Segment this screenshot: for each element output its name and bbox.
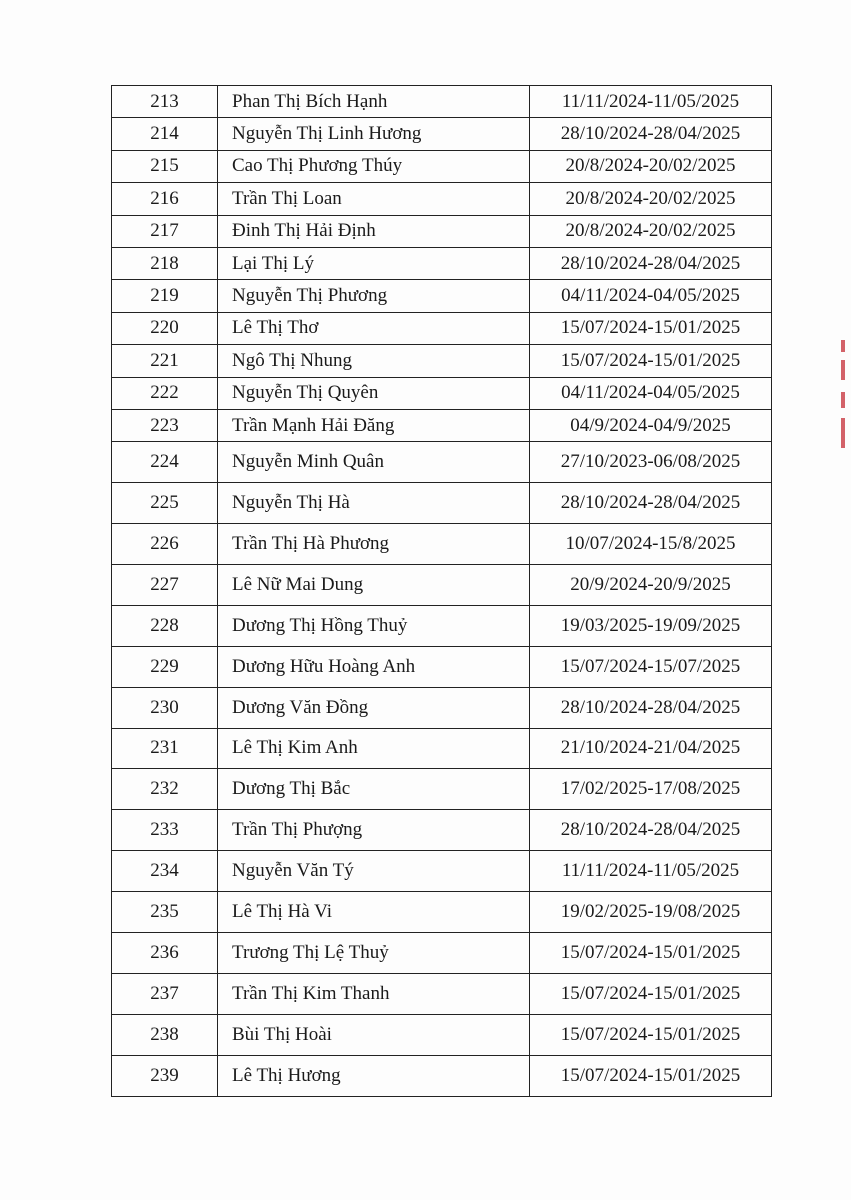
date-period: 04/9/2024-04/9/2025 [530,409,772,441]
table-row [112,524,772,565]
row-number: 219 [112,280,218,312]
person-name: Dương Văn Đồng [218,687,530,728]
table-row [112,86,772,118]
row-number: 213 [112,86,218,118]
person-name: Nguyễn Thị Phương [218,280,530,312]
row-number: 238 [112,1014,218,1055]
table-row [112,183,772,215]
person-name: Ngô Thị Nhung [218,345,530,377]
table-row [112,728,772,769]
person-name: Lê Thị Hà Vi [218,892,530,933]
date-period: 21/10/2024-21/04/2025 [530,728,772,769]
table-row [112,345,772,377]
table-row [112,280,772,312]
person-name: Nguyễn Thị Hà [218,483,530,524]
date-period: 04/11/2024-04/05/2025 [530,377,772,409]
table-row [112,1055,772,1096]
table-row [112,973,772,1014]
date-period: 28/10/2024-28/04/2025 [530,810,772,851]
row-number: 239 [112,1055,218,1096]
row-number: 237 [112,973,218,1014]
row-number: 229 [112,646,218,687]
row-number: 220 [112,312,218,344]
table-row [112,118,772,150]
row-number: 230 [112,687,218,728]
row-number: 225 [112,483,218,524]
row-number: 228 [112,605,218,646]
date-period: 04/11/2024-04/05/2025 [530,280,772,312]
row-number: 231 [112,728,218,769]
table-row [112,810,772,851]
row-number: 214 [112,118,218,150]
date-period: 11/11/2024-11/05/2025 [530,86,772,118]
person-name: Trần Thị Hà Phương [218,524,530,565]
table-row [112,215,772,247]
person-name: Lê Thị Kim Anh [218,728,530,769]
person-name: Trần Thị Kim Thanh [218,973,530,1014]
table-row [112,312,772,344]
date-period: 19/03/2025-19/09/2025 [530,605,772,646]
date-period: 28/10/2024-28/04/2025 [530,247,772,279]
person-name: Dương Thị Bắc [218,769,530,810]
person-name: Nguyễn Minh Quân [218,442,530,483]
date-period: 10/07/2024-15/8/2025 [530,524,772,565]
table-row [112,564,772,605]
row-number: 223 [112,409,218,441]
stamp-edge-mark [841,392,845,408]
date-period: 15/07/2024-15/01/2025 [530,312,772,344]
row-number: 224 [112,442,218,483]
table-row [112,409,772,441]
row-number: 234 [112,851,218,892]
stamp-edge-mark [841,360,845,380]
personnel-table [111,85,772,1097]
table-row [112,646,772,687]
row-number: 232 [112,769,218,810]
stamp-edge-mark [841,418,845,448]
date-period: 15/07/2024-15/07/2025 [530,646,772,687]
date-period: 11/11/2024-11/05/2025 [530,851,772,892]
person-name: Trần Thị Phượng [218,810,530,851]
table-row [112,687,772,728]
date-period: 15/07/2024-15/01/2025 [530,932,772,973]
person-name: Nguyễn Văn Tý [218,851,530,892]
person-name: Trương Thị Lệ Thuỷ [218,932,530,973]
table-row [112,851,772,892]
date-period: 15/07/2024-15/01/2025 [530,1055,772,1096]
person-name: Nguyễn Thị Quyên [218,377,530,409]
table-row [112,442,772,483]
table-row [112,247,772,279]
date-period: 19/02/2025-19/08/2025 [530,892,772,933]
row-number: 236 [112,932,218,973]
person-name: Dương Thị Hồng Thuỷ [218,605,530,646]
table-body [112,86,772,1097]
person-name: Lại Thị Lý [218,247,530,279]
row-number: 216 [112,183,218,215]
person-name: Bùi Thị Hoài [218,1014,530,1055]
row-number: 215 [112,150,218,182]
person-name: Lê Thị Thơ [218,312,530,344]
stamp-edge-mark [841,340,845,352]
person-name: Đinh Thị Hải Định [218,215,530,247]
row-number: 218 [112,247,218,279]
table-row [112,932,772,973]
date-period: 20/9/2024-20/9/2025 [530,564,772,605]
date-period: 15/07/2024-15/01/2025 [530,973,772,1014]
table-row [112,769,772,810]
table-row [112,1014,772,1055]
date-period: 28/10/2024-28/04/2025 [530,483,772,524]
row-number: 222 [112,377,218,409]
row-number: 217 [112,215,218,247]
date-period: 28/10/2024-28/04/2025 [530,118,772,150]
person-name: Lê Nữ Mai Dung [218,564,530,605]
person-name: Cao Thị Phương Thúy [218,150,530,182]
person-name: Phan Thị Bích Hạnh [218,86,530,118]
date-period: 15/07/2024-15/01/2025 [530,345,772,377]
table-row [112,605,772,646]
date-period: 28/10/2024-28/04/2025 [530,687,772,728]
row-number: 226 [112,524,218,565]
person-name: Trần Thị Loan [218,183,530,215]
table-row [112,377,772,409]
row-number: 227 [112,564,218,605]
person-name: Nguyễn Thị Linh Hương [218,118,530,150]
row-number: 235 [112,892,218,933]
date-period: 17/02/2025-17/08/2025 [530,769,772,810]
person-name: Trần Mạnh Hải Đăng [218,409,530,441]
date-period: 27/10/2023-06/08/2025 [530,442,772,483]
table-row [112,892,772,933]
table-row [112,483,772,524]
date-period: 20/8/2024-20/02/2025 [530,215,772,247]
person-name: Dương Hữu Hoàng Anh [218,646,530,687]
person-name: Lê Thị Hương [218,1055,530,1096]
date-period: 20/8/2024-20/02/2025 [530,150,772,182]
date-period: 20/8/2024-20/02/2025 [530,183,772,215]
date-period: 15/07/2024-15/01/2025 [530,1014,772,1055]
table-row [112,150,772,182]
row-number: 233 [112,810,218,851]
row-number: 221 [112,345,218,377]
